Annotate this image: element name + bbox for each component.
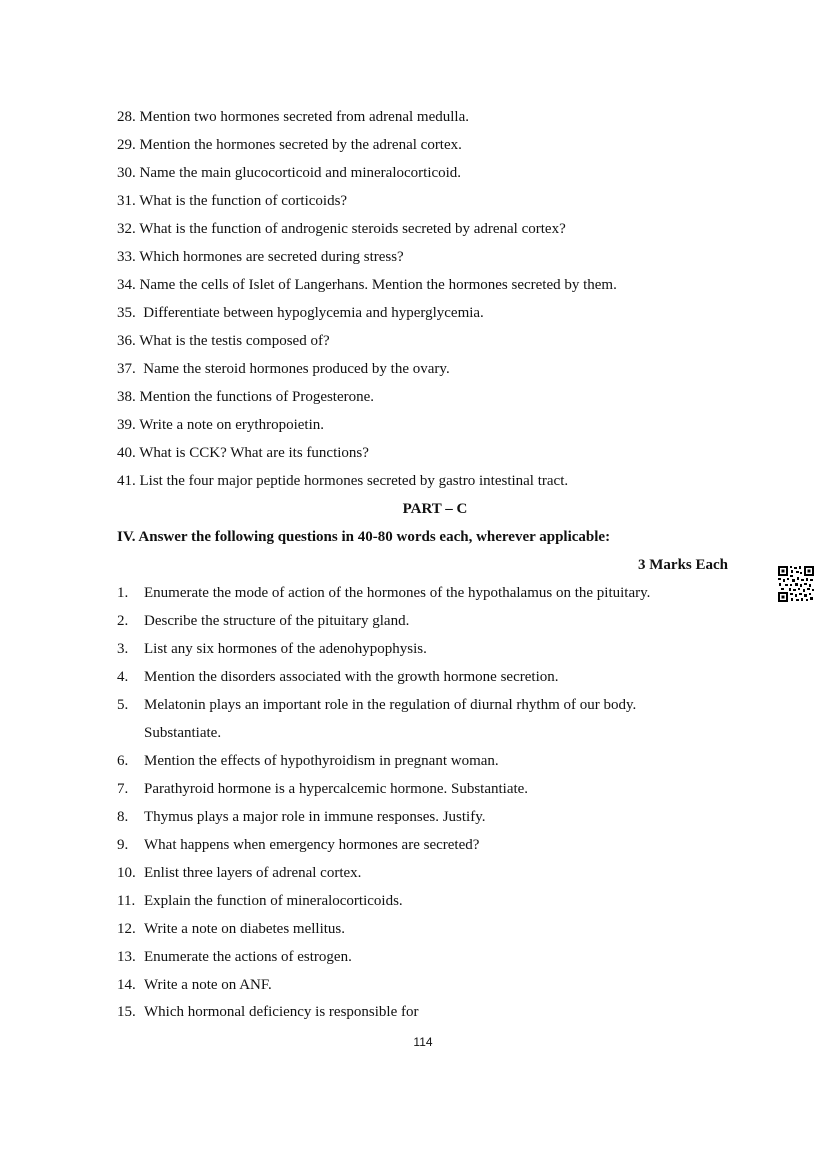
marks-label: 3 Marks Each [638, 557, 728, 573]
question-text: Mention the effects of hypothyroidism in pregnant woman. [144, 753, 499, 769]
question-number: 30. [117, 165, 136, 181]
question-37 [117, 360, 450, 378]
question-number: 1. [117, 585, 129, 601]
question-number: 5. [117, 697, 129, 713]
question-text: Name the main glucocorticoid and mineralocorticoid. [139, 165, 462, 181]
part-c-title: PART – C [402, 501, 468, 517]
qr-code-icon[interactable] [777, 565, 815, 603]
question-33 [117, 248, 404, 266]
question-41 [117, 472, 568, 490]
question-text: Mention the disorders associated with the growth hormone secretion. [144, 669, 559, 685]
question-39 [117, 416, 324, 434]
question-number: 2. [117, 613, 129, 629]
question-number: 9. [117, 837, 129, 853]
question-text: Which hormones are secreted during stress? [139, 249, 404, 265]
question-36 [117, 332, 330, 350]
question-text: What is CCK? What are its functions? [139, 445, 369, 461]
question-text: Mention the hormones secreted by the adrenal cortex. [139, 137, 462, 153]
question-number: 29. [117, 137, 136, 153]
question-28 [117, 108, 469, 126]
question-number: 28. [117, 109, 136, 125]
question-text: Enumerate the mode of action of the hormones of the hypothalamus on the pituitary. [144, 585, 651, 601]
question-text: Differentiate between hypoglycemia and hyperglycemia. [139, 305, 484, 321]
question-text: List the four major peptide hormones secreted by gastro intestinal tract. [139, 473, 569, 489]
question-32 [117, 220, 566, 238]
section-instruction: IV. Answer the following questions in 40-80 words each, wherever applicable: [117, 529, 611, 545]
question-number: 13. [117, 949, 136, 965]
question-text: Enumerate the actions of estrogen. [144, 949, 352, 965]
question-number: 39. [117, 417, 136, 433]
question-text: Melatonin plays an important role in the regulation of diurnal rhythm of our body. [144, 697, 637, 713]
question-number: 34. [117, 277, 136, 293]
question-number: 36. [117, 333, 136, 349]
question-text: Enlist three layers of adrenal cortex. [144, 865, 362, 881]
question-number: 3. [117, 641, 129, 657]
question-text: Name the cells of Islet of Langerhans. Mention the hormones secreted by them. [139, 277, 617, 293]
question-text: What is the function of corticoids? [139, 193, 348, 209]
question-number: 31. [117, 193, 136, 209]
question-text: Name the steroid hormones produced by the ovary. [139, 361, 450, 377]
question-number: 7. [117, 781, 129, 797]
question-text: Write a note on erythropoietin. [139, 417, 324, 433]
question-number: 41. [117, 473, 136, 489]
question-text: Mention two hormones secreted from adrenal medulla. [139, 109, 469, 125]
question-number: 38. [117, 389, 136, 405]
question-text: Explain the function of mineralocorticoids. [144, 893, 403, 909]
question-number: 33. [117, 249, 136, 265]
question-text: Write a note on ANF. [144, 977, 272, 993]
question-29 [117, 136, 462, 154]
question-text: Write a note on diabetes mellitus. [144, 921, 346, 937]
question-number: 37. [117, 361, 136, 377]
question-30 [117, 164, 461, 182]
question-40 [117, 444, 369, 462]
question-text: Which hormonal deficiency is responsible for [144, 1004, 419, 1020]
question-35 [117, 304, 484, 322]
question-text: What is the testis composed of? [139, 333, 330, 349]
question-text: Parathyroid hormone is a hypercalcemic hormone. Substantiate. [144, 781, 529, 797]
question-31 [117, 192, 347, 210]
question-text: What happens when emergency hormones are secreted? [144, 837, 480, 853]
question-text: What is the function of androgenic steroids secreted by adrenal cortex? [139, 221, 566, 237]
question-text-continuation: Substantiate. [144, 725, 222, 741]
question-number: 4. [117, 669, 129, 685]
question-number: 32. [117, 221, 136, 237]
question-text: List any six hormones of the adenohypophysis. [144, 641, 427, 657]
question-38 [117, 388, 374, 406]
question-text: Describe the structure of the pituitary gland. [144, 613, 410, 629]
page-number: 114 [413, 1035, 433, 1049]
question-number: 35. [117, 305, 136, 321]
question-text: Mention the functions of Progesterone. [139, 389, 375, 405]
question-text: Thymus plays a major role in immune responses. Justify. [144, 809, 486, 825]
question-number: 6. [117, 753, 129, 769]
question-number: 15. [117, 1004, 136, 1020]
question-number: 8. [117, 809, 129, 825]
question-number: 11. [117, 893, 136, 909]
question-34 [117, 276, 617, 294]
question-number: 40. [117, 445, 136, 461]
question-number: 10. [117, 865, 136, 881]
question-number: 14. [117, 977, 136, 993]
question-number: 12. [117, 921, 136, 937]
